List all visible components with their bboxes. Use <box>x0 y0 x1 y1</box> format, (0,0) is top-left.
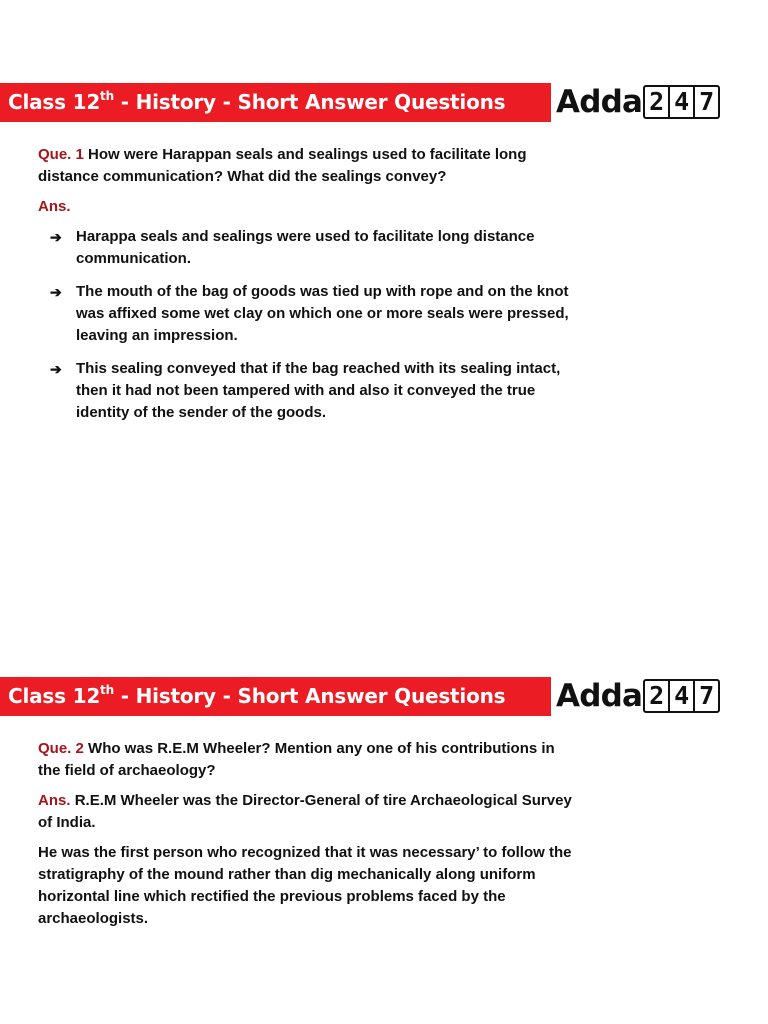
title-class: Class 12 <box>8 684 101 708</box>
logo-digit: 2 <box>645 87 670 117</box>
answer-1-list <box>38 226 578 424</box>
question-block-1 <box>38 144 578 435</box>
logo-digit: 4 <box>670 681 695 711</box>
title-rest: - History - Short Answer Questions <box>113 90 506 114</box>
list-item <box>38 226 578 270</box>
answer-text: R.E.M Wheeler was the Director-General of tire Archaeological Survey of India. <box>38 792 572 831</box>
bullet-text: Harappa seals and sealings were used to facilitate long distance communication. <box>76 228 535 267</box>
title-superscript: th <box>100 89 114 104</box>
question-block-2 <box>38 738 578 938</box>
question-text: Who was R.E.M Wheeler? Mention any one of his contributions in the field of archaeology? <box>38 740 555 779</box>
logo-digit: 2 <box>645 681 670 711</box>
slide-2 <box>0 594 768 1024</box>
arrow-right-icon: ➔ <box>50 284 62 300</box>
title-class: Class 12 <box>8 90 101 114</box>
logo-digits <box>643 85 720 119</box>
answer-2-paragraph: He was the first person who recognized that it was necessary’ to follow the stratigraphy of the mound rather than dig mechanically along uniform horizontal line which rectified the previous problems faced by the archaeologists. <box>38 844 572 927</box>
bullet-text: The mouth of the bag of goods was tied up with rope and on the knot was affixed some wet clay on which one or more seals were pressed, leaving an impression. <box>76 283 569 344</box>
answer-1-label-row <box>38 196 578 218</box>
arrow-right-icon: ➔ <box>50 229 62 245</box>
page-title <box>0 677 551 716</box>
answer-2 <box>38 790 578 834</box>
logo-word: Adda <box>556 678 643 714</box>
list-item <box>38 281 578 347</box>
question-label: Que. 1 <box>38 146 84 163</box>
logo-digit: 7 <box>699 87 715 116</box>
list-item <box>38 358 578 424</box>
question-2 <box>38 738 578 782</box>
answer-label: Ans. <box>38 792 71 809</box>
logo-digit: 4 <box>670 87 695 117</box>
logo-digit: 7 <box>699 681 715 710</box>
title-superscript: th <box>100 683 114 698</box>
answer-label: Ans. <box>38 198 71 215</box>
question-label: Que. 2 <box>38 740 84 757</box>
logo-digits <box>643 679 720 713</box>
bullet-text: This sealing conveyed that if the bag reached with its sealing intact, then it had not been tampered with and also it conveyed the true identity of the sender of the goods. <box>76 360 561 421</box>
question-1 <box>38 144 578 188</box>
logo-word: Adda <box>556 84 643 120</box>
title-rest: - History - Short Answer Questions <box>113 684 506 708</box>
arrow-right-icon: ➔ <box>50 361 62 377</box>
adda247-logo <box>556 676 741 716</box>
page-title <box>0 83 551 122</box>
question-text: How were Harappan seals and sealings used to facilitate long distance communication? What did the sealings convey? <box>38 146 527 185</box>
adda247-logo <box>556 82 741 122</box>
